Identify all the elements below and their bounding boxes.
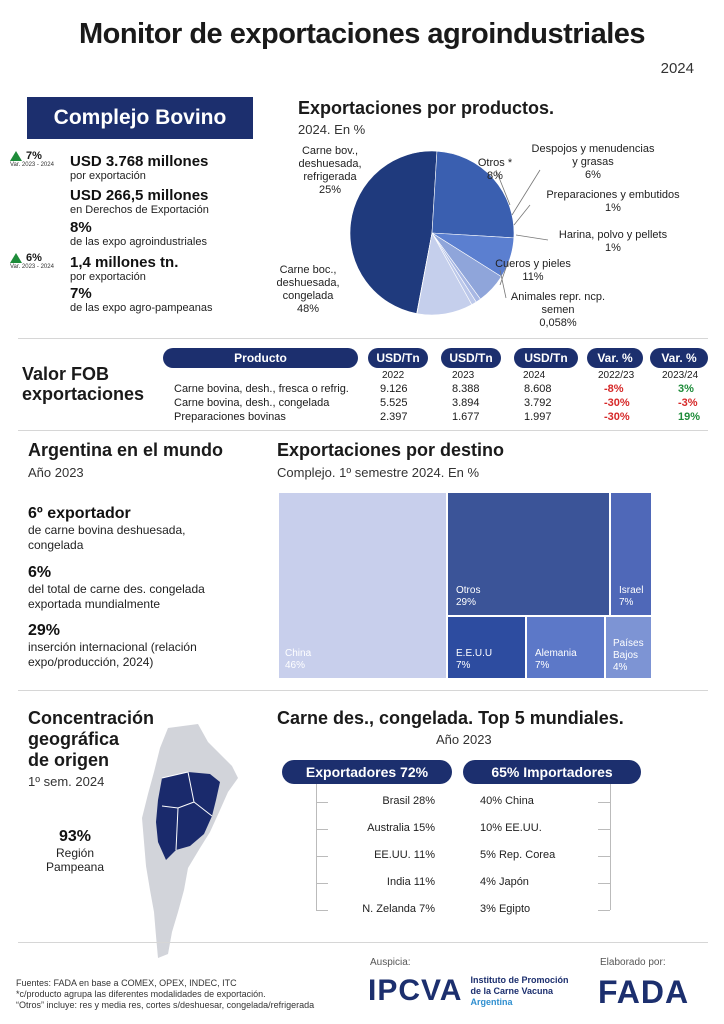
kpi-value: 1,4 millones tn.: [70, 254, 179, 271]
fob-cell-var1: -8%: [604, 383, 624, 395]
treemap-title: Exportaciones por destino: [277, 440, 505, 460]
importer-tick: [598, 856, 610, 857]
importer-item: 5% Rep. Corea: [480, 849, 556, 861]
fob-cell-2024: 8.608: [524, 383, 552, 395]
col-header-var1: Var. %: [587, 348, 643, 368]
importers-header: 65% Importadores: [463, 760, 641, 784]
fob-cell-var1: -30%: [604, 411, 630, 423]
sponsor-label: Auspicia:: [370, 957, 411, 968]
geo-title: Concentración geográfica de origen: [28, 708, 155, 770]
fact-big: 6º exportador: [28, 505, 131, 522]
col-sub-2023: 2023: [452, 370, 475, 381]
pie-label-animales: Animales repr. ncp. semen 0,058%: [510, 291, 606, 329]
var-value: 6%: [26, 252, 42, 264]
fact-desc: de carne bovina deshuesada, congelada: [28, 523, 186, 552]
fob-cell-2022: 9.126: [380, 383, 408, 395]
col-header-var2: Var. %: [650, 348, 708, 368]
var-label: Var. 2023 - 2024: [10, 264, 54, 270]
pie-label-preparaciones: Preparaciones y embutidos 1%: [546, 189, 680, 214]
exporter-tick: [316, 829, 328, 830]
world-fact-2: [28, 564, 258, 612]
col-sub-var1: 2022/23: [598, 370, 635, 381]
fob-cell-var2: 19%: [678, 411, 701, 423]
top5-title: Carne des., congelada. Top 5 mundiales.: [277, 708, 624, 728]
fada-logo: FADA: [598, 974, 690, 1010]
importers-axis: [610, 784, 611, 910]
fact-desc: del total de carne des. congelada exportada mundialmente: [28, 582, 205, 611]
exporter-tick: [316, 856, 328, 857]
fob-cell-var2: -3%: [678, 397, 698, 409]
kpi-desc: por exportación: [70, 271, 146, 283]
exporter-tick: [316, 802, 328, 803]
treemap: [279, 493, 651, 678]
col-sub-2022: 2022: [382, 370, 405, 381]
importer-tick: [598, 910, 610, 911]
col-header-2023: USD/Tn: [441, 348, 501, 368]
col-header-producto: Producto: [163, 348, 358, 368]
kpi-desc: de las expo agroindustriales: [70, 236, 207, 248]
pie-label-cueros: Cueros y pieles 11%: [495, 258, 571, 283]
treemap-cell-paises-bajos: Países Bajos 4%: [606, 617, 651, 678]
fob-cell-product: Carne bovina, desh., congelada: [174, 397, 330, 409]
col-header-2024: USD/Tn: [514, 348, 578, 368]
pie-subtitle: 2024. En %: [298, 122, 366, 137]
exporter-item: India 11%: [386, 876, 435, 888]
world-year: Año 2023: [28, 465, 84, 480]
argentina-map-icon: [128, 722, 248, 962]
var-label: Var. 2023 - 2024: [10, 162, 54, 168]
ipcva-logo: IPCVA Instituto de Promoción de la Carne Vacuna Argentina: [368, 974, 569, 1007]
kpi-value: 7%: [70, 285, 92, 302]
exporter-item: Australia 15%: [367, 822, 435, 834]
pie-label-harina: Harina, polvo y pellets 1%: [558, 229, 668, 254]
kpi-value: USD 266,5 millones: [70, 187, 209, 204]
page-title: Monitor de exportaciones agroindustriales: [78, 18, 646, 50]
fob-cell-2022: 5.525: [380, 397, 408, 409]
fob-cell-var2: 3%: [678, 383, 694, 395]
col-header-2022: USD/Tn: [368, 348, 428, 368]
treemap-cell-israel: Israel 7%: [611, 493, 651, 615]
pie-label-despojos: Despojos y menudencias y grasas 6%: [531, 143, 655, 181]
kpi-desc: en Derechos de Exportación: [70, 204, 209, 216]
fact-desc: inserción internacional (relación expo/producción, 2024): [28, 640, 197, 669]
exporters-header: Exportadores 72%: [282, 760, 452, 784]
fob-cell-2022: 2.397: [380, 411, 408, 423]
complex-title: Complejo Bovino: [53, 106, 227, 129]
fob-cell-2024: 1.997: [524, 411, 552, 423]
pie-label-congelada: Carne boc., deshuesada, congelada 48%: [276, 264, 340, 315]
importer-item: 4% Japón: [480, 876, 529, 888]
fob-cell-2023: 1.677: [452, 411, 480, 423]
exporter-item: EE.UU. 11%: [374, 849, 435, 861]
exporter-tick: [316, 883, 328, 884]
page-year: 2024: [660, 60, 694, 77]
geo-share: 93% Región Pampeana: [45, 828, 105, 874]
pie-label-refrigerada: Carne bov., deshuesada, refrigerada 25%: [298, 145, 362, 196]
treemap-cell-alemania: Alemania 7%: [527, 617, 604, 678]
importer-item: 40% China: [480, 795, 534, 807]
fob-cell-2024: 3.792: [524, 397, 552, 409]
importer-item: 3% Egipto: [480, 903, 531, 915]
col-sub-var2: 2023/24: [662, 370, 699, 381]
treemap-cell-china: China 46%: [279, 493, 446, 678]
world-fact-3: [28, 622, 258, 670]
geo-period: 1º sem. 2024: [28, 774, 105, 789]
kpi-desc: de las expo agro-pampeanas: [70, 302, 213, 314]
fact-big: 29%: [28, 622, 61, 639]
world-title: Argentina en el mundo: [28, 440, 224, 460]
fob-cell-var1: -30%: [604, 397, 630, 409]
exporter-tick: [316, 910, 328, 911]
pie-label-otros: Otros * 8%: [477, 157, 513, 182]
treemap-cell-otros: Otros 29%: [448, 493, 609, 615]
importer-item: 10% EE.UU.: [480, 822, 542, 834]
pie-leader-line: [516, 235, 548, 240]
footer-notes: Fuentes: FADA en base a COMEX, OPEX, INDEC, ITC *c/producto agrupa las diferentes modalidades de exportación. “Otros” incluye: res y media res, cortes s/deshuesar, congelada/refrigerada: [16, 978, 315, 1010]
fob-cell-product: Preparaciones bovinas: [174, 411, 286, 423]
made-by-label: Elaborado por:: [600, 957, 666, 968]
top5-subtitle: Año 2023: [436, 732, 492, 747]
treemap-cell-eeuu: E.E.U.U 7%: [448, 617, 525, 678]
exporter-item: N. Zelanda 7%: [362, 903, 435, 915]
fact-big: 6%: [28, 564, 52, 581]
fob-cell-2023: 3.894: [452, 397, 480, 409]
importer-tick: [598, 802, 610, 803]
fob-cell-2023: 8.388: [452, 383, 480, 395]
col-sub-2024: 2024: [523, 370, 546, 381]
kpi-value: USD 3.768 millones: [70, 153, 209, 170]
fob-cell-product: Carne bovina, desh., fresca o refrig.: [174, 383, 349, 395]
importer-tick: [598, 883, 610, 884]
var-value: 7%: [26, 150, 42, 162]
fob-title: Valor FOB exportaciones: [22, 364, 145, 404]
pie-title: Exportaciones por productos.: [298, 98, 555, 118]
treemap-subtitle: Complejo. 1º semestre 2024. En %: [277, 465, 480, 480]
world-fact-1: [28, 505, 258, 553]
kpi-value: 8%: [70, 219, 92, 236]
exporter-item: Brasil 28%: [382, 795, 435, 807]
importer-tick: [598, 829, 610, 830]
kpi-desc: por exportación: [70, 170, 146, 182]
